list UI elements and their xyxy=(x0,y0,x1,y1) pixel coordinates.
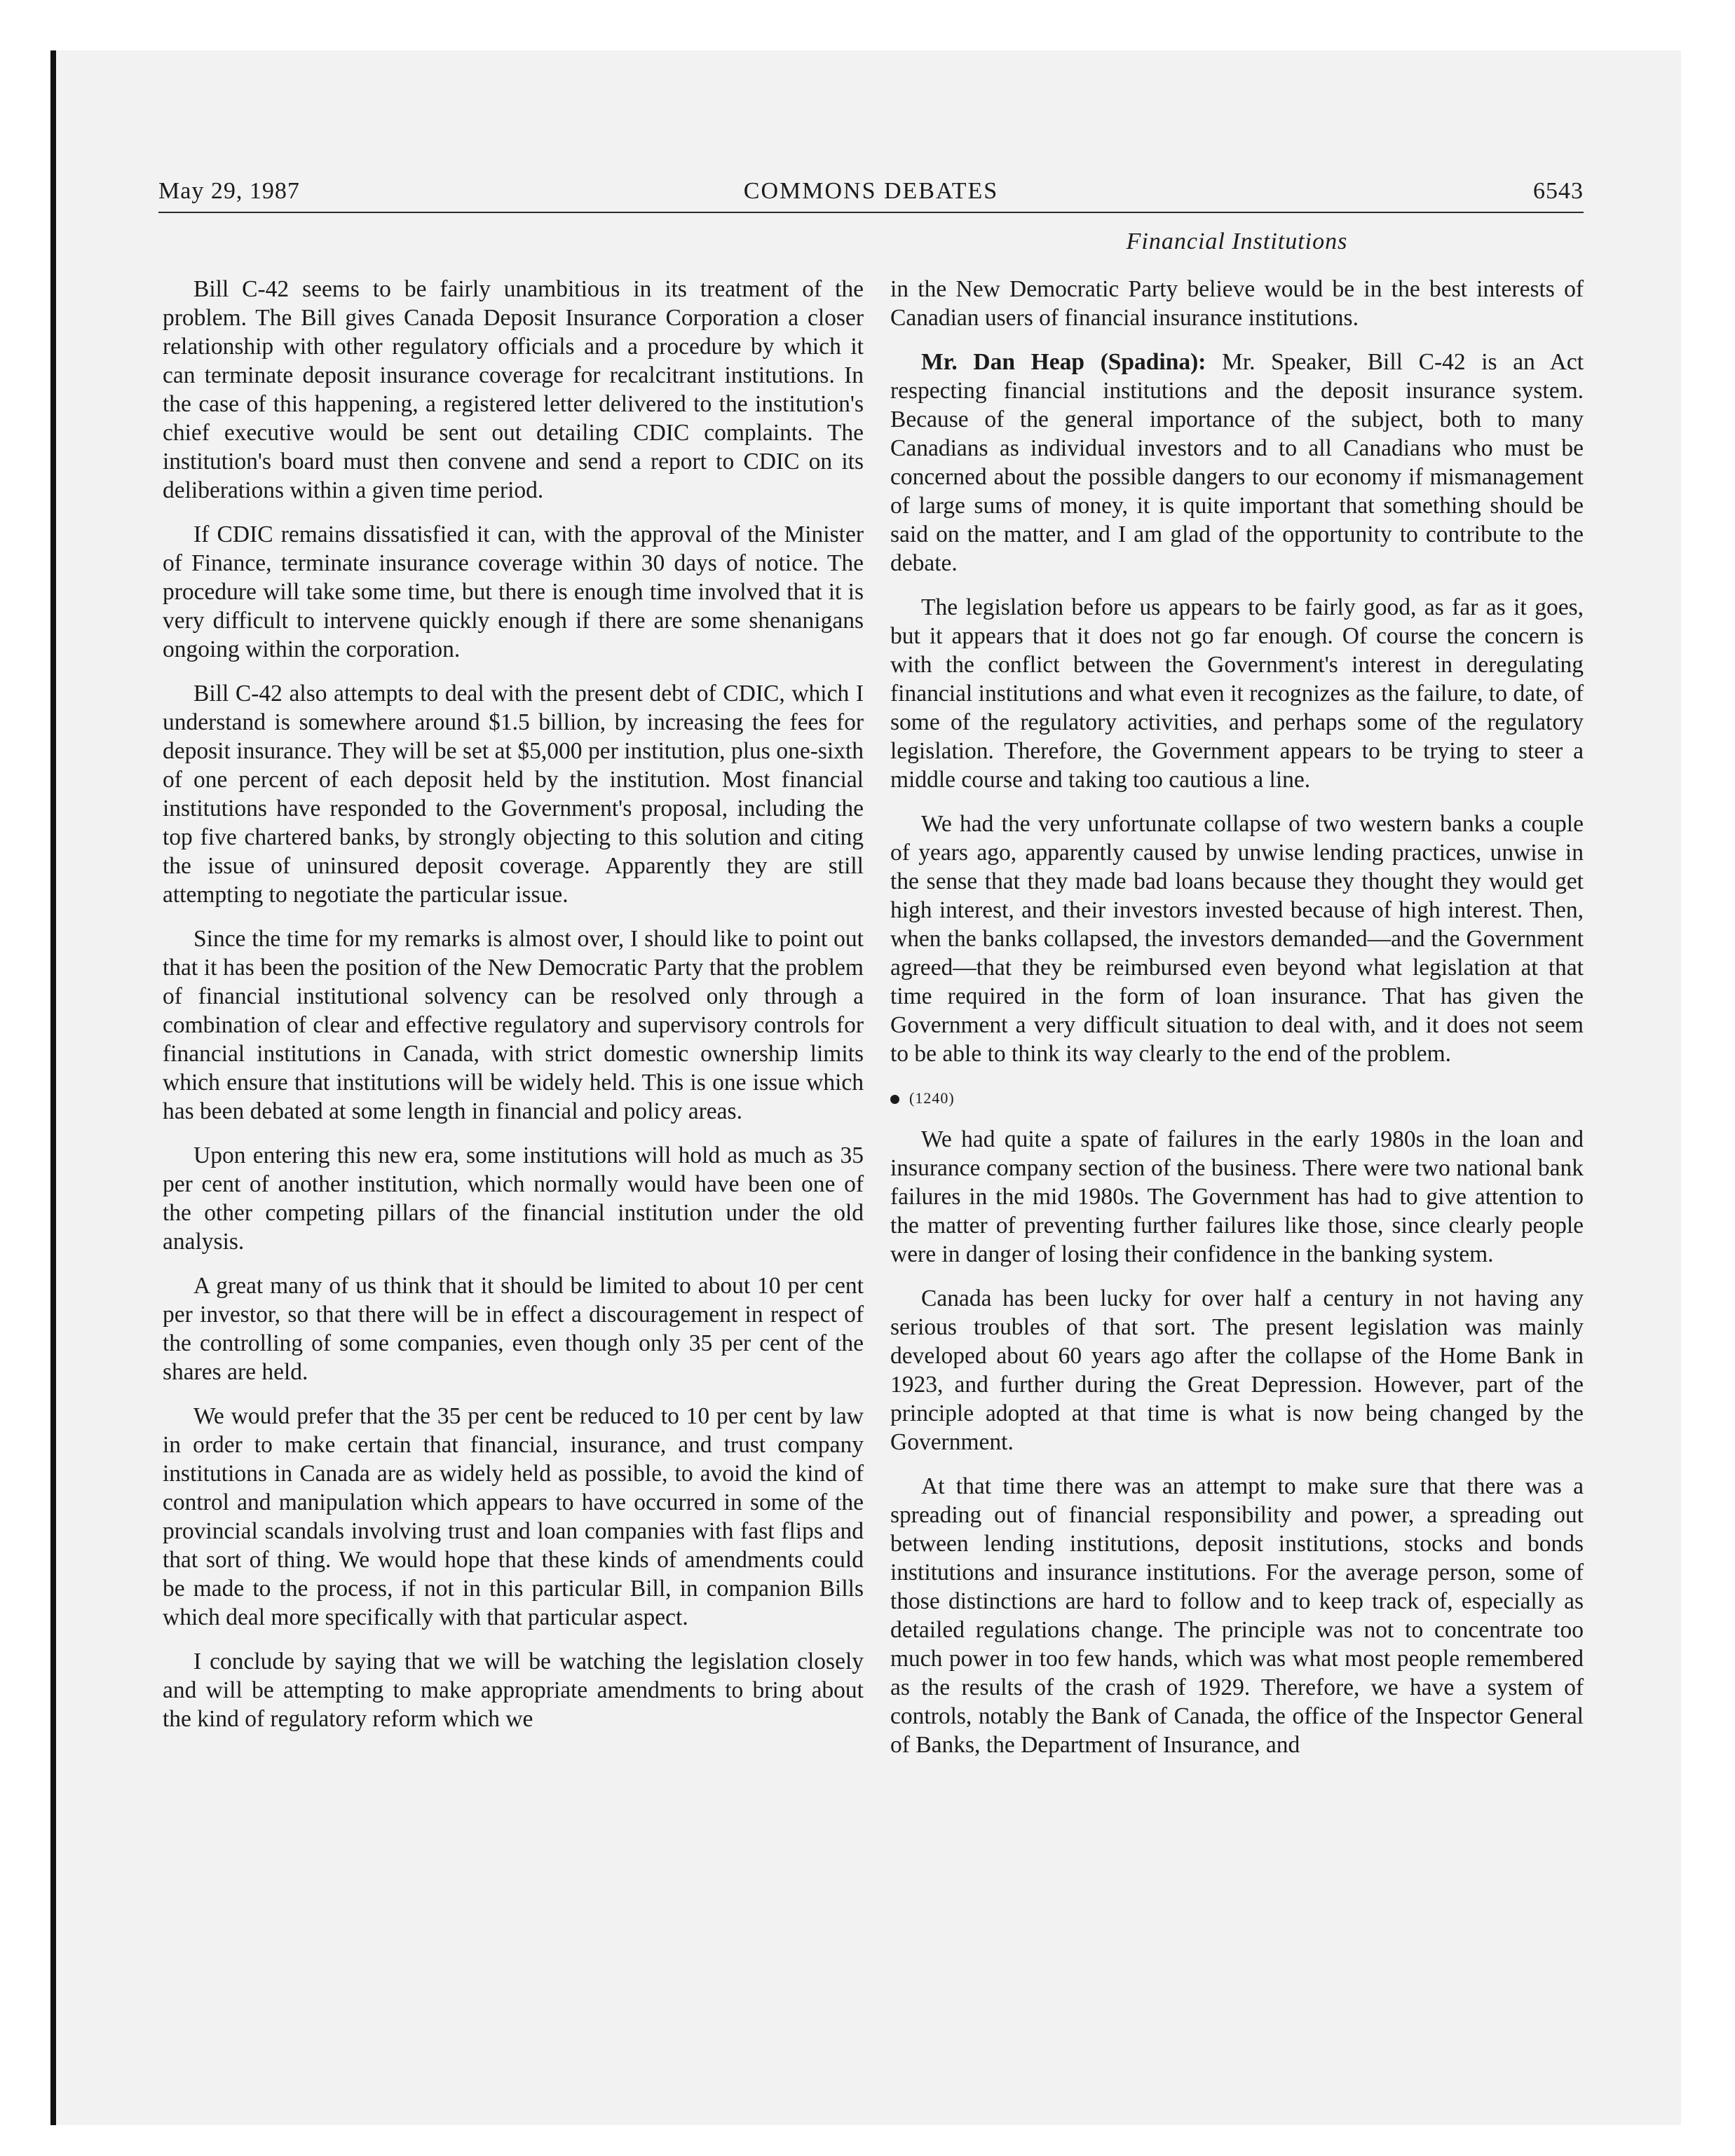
paragraph: We had quite a spate of failures in the early 1980s in the loan and insurance company section of the business. There were two national bank failures in the mid 1980s. The Government has had to give attention to the matter of preventing further failures like those, since clearly people were in danger of losing their confidence in the banking system. xyxy=(890,1126,1584,1267)
page-header xyxy=(158,178,1584,214)
continued-paragraph: in the New Democratic Party believe would be in the best interests of Canadian users of financial insurance institutions. xyxy=(890,276,1584,331)
bullet-icon xyxy=(890,1095,899,1104)
paragraph: If CDIC remains dissatisfied it can, with the approval of the Minister of Finance, terminate insurance coverage within 30 days of notice. The procedure will take some time, but there is enough time involved that it is very difficult to intervene quickly enough if there are some shenanigans ongoing within the corporation. xyxy=(163,521,864,662)
paragraph: Since the time for my remarks is almost over, I should like to point out that it has been the position of the New Democratic Party that the problem of financial institutional solvency can be resolved only through a combination of clear and effective regulatory and supervisory controls for financial institutions in Canada, with strict domestic ownership limits which ensure that institutions will be widely held. This is one issue which has been debated at some length in financial and policy areas. xyxy=(163,926,864,1124)
left-column xyxy=(163,275,864,1749)
paragraph: We would prefer that the 35 per cent be reduced to 10 per cent by law in order to make certain that financial, insurance, and trust company institutions in Canada are as widely held as possible, to avoid the kind of control and manipulation which appears to have occurred in some of the provincial scandals involving trust and loan companies with fast flips and that sort of thing. We would hope that these kinds of amendments could be made to the process, if not in this particular Bill, in companion Bills which deal more specifically with that particular aspect. xyxy=(163,1403,864,1630)
header-page-number: 6543 xyxy=(1533,178,1584,204)
header-date: May 29, 1987 xyxy=(158,178,300,204)
section-heading: Financial Institutions xyxy=(1126,228,1348,254)
paragraph: A great many of us think that it should be limited to about 10 per cent per investor, so that there will be in effect a discouragement in respect of the controlling of some companies, even though only 35 per cent of the shares are held. xyxy=(163,1273,864,1385)
paragraph: We had the very unfortunate collapse of two western banks a couple of years ago, apparently caused by unwise lending practices, unwise in the sense that they made bad loans because they thought they would get high interest, and their investors invested because of high interest. Then, when the banks collapsed, the investors demanded—and the Government agreed—that they be reimbursed even beyond what legislation at that time required in the form of loan insurance. That has given the Government a very difficult situation to deal with, and it does not seem to be able to think its way clearly to the end of the problem. xyxy=(890,811,1584,1067)
time-marker xyxy=(890,1084,1584,1112)
header-title: COMMONS DEBATES xyxy=(743,178,999,204)
scan-margin xyxy=(0,0,1735,49)
paragraph: I conclude by saying that we will be watching the legislation closely and will be attempting to make appropriate amendments to bring about the kind of regulatory reform which we xyxy=(163,1649,864,1732)
time-marker-text: (1240) xyxy=(909,1089,955,1107)
paragraph: Bill C-42 also attempts to deal with the present debt of CDIC, which I understand is somewhere around $1.5 billion, by increasing the fees for deposit insurance. They will be set at $5,000 per institution, plus one-sixth of one percent of each deposit held by the institution. Most financial institutions have responded to the Government's proposal, including the top five chartered banks, by strongly objecting to this solution and citing the issue of uninsured deposit coverage. Apparently they are still attempting to negotiate the particular issue. xyxy=(163,681,864,908)
speech-paragraph xyxy=(890,348,1584,578)
paragraph: The legislation before us appears to be fairly good, as far as it goes, but it appears that it does not go far enough. Of course the concern is with the conflict between the Government's interest in deregulating financial institutions and what even it recognizes as the failure, to date, of some of the regulatory activities, and perhaps some of the regulatory legislation. Therefore, the Government appears to be trying to steer a middle course and taking too cautious a line. xyxy=(890,594,1584,793)
header-rule xyxy=(158,212,1584,213)
paragraph: Upon entering this new era, some institutions will hold as much as 35 per cent of another institution, which normally would have been one of the other competing pillars of the financial institution under the old analysis. xyxy=(163,1142,864,1255)
right-column xyxy=(890,275,1584,1775)
paragraph: Canada has been lucky for over half a century in not having any serious troubles of that sort. The present legislation was mainly developed about 60 years ago after the collapse of the Home Bank in 1923, and further during the Great Depression. However, part of the principle adopted at that time is what is now being changed by the Government. xyxy=(890,1285,1584,1455)
speech-opening: Mr. Speaker, Bill C-42 is an Act respecting financial institutions and the deposit insurance system. Because of the general importance of the subject, both to many Canadians as individual investors and to all Canadians who must be concerned about the possible dangers to our economy if mismanagement of large sums of money, it is quite important that something should be said on the matter, and I am glad of the opportunity to contribute to the debate. xyxy=(890,349,1584,576)
paragraph: At that time there was an attempt to make sure that there was a spreading out of financial responsibility and power, a spreading out between lending institutions, deposit institutions, stocks and bonds institutions and insurance institutions. For the average person, some of those distinctions are hard to follow and to keep track of, especially as detailed regulations change. The principle was not to concentrate too much power in too few hands, which was what most people remembered as the results of the crash of 1929. Therefore, we have a system of controls, notably the Bank of Canada, the office of the Inspector General of Banks, the Department of Insurance, and xyxy=(890,1473,1584,1758)
scan-edge-bar xyxy=(50,50,56,2125)
paragraph: Bill C-42 seems to be fairly unambitious in its treatment of the problem. The Bill gives Canada Deposit Insurance Corporation a closer relationship with other regulatory officials and a procedure by which it can terminate deposit insurance coverage for recalcitrant institutions. In the case of this happening, a registered letter delivered to the institution's chief executive would be sent out detailing CDIC complaints. The institution's board must then convene and send a report to CDIC on its deliberations within a given time period. xyxy=(163,276,864,503)
speaker-name: Mr. Dan Heap (Spadina): xyxy=(921,349,1206,375)
